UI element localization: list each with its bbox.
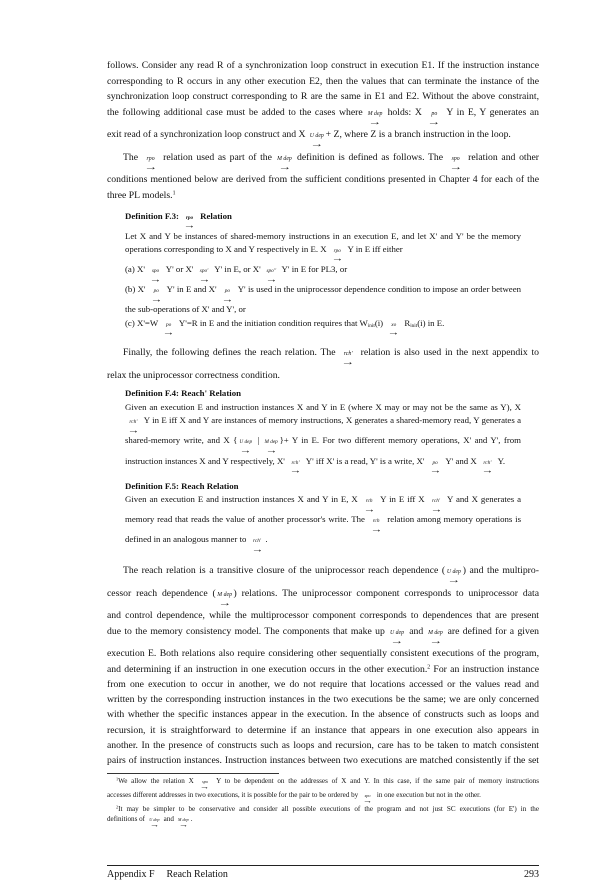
text-line: (a) X' spo → Y' or X' spo' → Y' in E, or X' spo'' → Y' in E for PL3, or [125, 264, 348, 284]
relation-label: U dep [149, 816, 160, 822]
arrow-icon: → [387, 327, 400, 338]
relation-label: po [153, 288, 159, 295]
arrow-icon: → [362, 797, 373, 806]
text-line: the sub-operations of X' and Y', or [125, 304, 246, 315]
arrow-icon: → [277, 161, 292, 173]
relation-arrow [428, 499, 445, 513]
text-line: due to the memory consistency model. The components that make up U dep → and M dep → are defined for a given [107, 625, 539, 647]
arrow-icon: → [221, 293, 234, 304]
relation-arrow [385, 323, 402, 337]
footnote-line: $^2$It may be simpler to be conservative and consider all possible executions of the program and not just SC executions (for E') in the [116, 804, 539, 814]
arrow-icon: → [127, 424, 140, 435]
text-line: (c) X'=W po → Y'=R in E and the initiation condition requires that $W_{init}(i)$ xo → $R_{init}(i)$ in E. [125, 318, 445, 338]
arrow-icon: → [341, 356, 355, 368]
relation-label: rpo [185, 214, 194, 221]
arrow-icon: → [310, 139, 324, 151]
relation-label: U dep [239, 439, 253, 446]
text-line: (b) X' po → Y' in E and X' po → Y' is used in the uniprocessor dependence condition to impose an order between [125, 284, 522, 304]
relation-arrow [427, 631, 445, 647]
arrow-icon: → [331, 253, 344, 264]
relation-label: rch [372, 518, 380, 525]
relation-arrow [160, 323, 177, 337]
relation-label: U dep [446, 569, 461, 576]
relation-label: rch [365, 498, 373, 505]
footnotes [107, 777, 539, 830]
text-line: Given an execution E and instruction instances X and Y in E, X rch → Y in E iff X rch' → Y and X generates a [125, 494, 521, 514]
arrow-icon: → [251, 543, 263, 554]
arrow-icon: → [265, 273, 278, 284]
relation-label: spo' [199, 268, 209, 275]
relation-arrow [366, 112, 384, 128]
text-line: memory read that reads the value of another processor's write. The rch → relation among memory operations is [125, 514, 521, 534]
arrow-icon: → [447, 575, 461, 587]
arrow-icon: → [428, 635, 442, 647]
relation-label: U dep [390, 629, 405, 636]
arrow-icon: → [200, 782, 210, 791]
relation-arrow [125, 420, 142, 434]
text-line: The rpo → relation used as part of the M dep → definition is defined as follows. The spo → relation and other [123, 151, 539, 173]
relation-arrow [176, 818, 191, 829]
relation-arrow [142, 157, 160, 173]
relation-arrow [196, 269, 213, 283]
relation-arrow [219, 289, 236, 303]
text-line: Given an execution E and instruction instances X and Y in E (where X may or may not be the same as Y), X [125, 401, 521, 412]
arrow-icon: → [390, 635, 404, 647]
relation-label: po [224, 288, 230, 295]
arrow-icon: → [239, 444, 252, 455]
text-line: three PL models.$^1$ [107, 189, 176, 201]
arrow-icon: → [265, 444, 278, 455]
relation-label: xo [391, 322, 397, 329]
relation-label: rch' [432, 498, 440, 505]
relation-label: rch' [483, 459, 492, 466]
text-line: from one execution to occur in another, we do not require that locations accessed or the values read and [107, 678, 539, 690]
footer-section: Reach Relation [166, 869, 228, 881]
arrow-icon: → [368, 116, 382, 128]
paragraph-reach-intro [107, 345, 539, 383]
relation-label: po [165, 322, 172, 329]
relation-arrow [425, 112, 443, 128]
relation-arrow [237, 440, 254, 454]
arrow-icon: → [363, 503, 376, 514]
subscript: init [367, 323, 375, 330]
text-line: exit read of a synchronization loop construct and X U dep → + Z, where Z is a branch instruction in the loop. [107, 129, 511, 151]
arrow-icon: → [218, 597, 232, 609]
footnote-line: $^1$We allow the relation X spo → Y to be dependent on the addresses of X and Y. In this case, if the same pair of memory instructions [116, 776, 539, 791]
text-line: rch' → Y in E iff X and Y are instances of memory instructions, X generates a shared-memory read, Y generates a [125, 414, 521, 434]
page-content [107, 58, 539, 881]
definition-f3 [125, 210, 521, 338]
text-line: and control dependence, while the multiprocessor component corresponds to dependences that are present [107, 610, 539, 622]
footnote-marker: 1 [172, 190, 176, 197]
relation-label: rch' [291, 459, 300, 466]
text-line: cessor reach dependence ( M dep → ) relations. The uniprocessor component corresponds to uniprocessor data [107, 587, 540, 609]
relation-label: M dep [277, 155, 292, 162]
relation-label: rch' [129, 419, 138, 426]
arrow-icon: → [183, 219, 196, 230]
relation-arrow [479, 461, 496, 475]
footnote-marker: 2 [427, 664, 431, 671]
text-line: shared-memory write, and X { U dep → | M dep → }+ Y in E. For two different memory operations, X' and Y', from [125, 435, 521, 455]
relation-label: spo [364, 793, 371, 799]
relation-label: spo [151, 268, 160, 275]
text-line: relax the uniprocessor correctness condition. [107, 369, 280, 381]
relation-arrow [181, 216, 198, 230]
page-footer [107, 868, 539, 881]
definition-f4 [125, 387, 521, 474]
arrow-icon: → [449, 161, 463, 173]
footnote-line: definitions of U dep → and M dep → . [107, 814, 193, 830]
text-line: execution E. Both relations also require considering other sequentially consistent executions of the program, [107, 648, 539, 660]
relation-arrow [287, 461, 304, 475]
text-line: Let X and Y be instances of shared-memory instructions in an execution E, and let X' and Y' be the memory [125, 230, 521, 241]
footnote-marker: 2 [116, 804, 119, 810]
relation-arrow [148, 289, 165, 303]
relation-label: rch' [343, 351, 353, 358]
relation-label: po [431, 110, 438, 117]
relation-arrow [197, 780, 212, 791]
footnote-line: accesses different addresses in two executions, it is possible for the pair to be ordered by spo → in one execution but not in the other. [107, 791, 481, 806]
paragraph-reach-closure [107, 563, 539, 768]
relation-arrow [263, 269, 280, 283]
arrow-icon: → [149, 821, 160, 830]
arrow-icon: → [149, 273, 162, 284]
text-line: instruction instances X and Y respectively, X' rch' → Y' iff X' is a read, Y' is a write, X' po → Y' and X rch' → Y. [125, 455, 506, 475]
footnote-marker: 1 [116, 776, 119, 782]
text-line: synchronization loop construct corresponding to R are the same in E1 and E2. Without the above constraint, [107, 91, 539, 103]
text-line: corresponding to R occurs in any other execution E2, then the values that can terminate the instance of the [107, 75, 539, 87]
text-line: the following additional case must be added to the cases where M dep → holds: X po → Y in E, Y generates an [107, 106, 539, 128]
text-line: follows. Consider any read R of a synchronization loop construct in execution E1. If the instruction instance [107, 60, 539, 71]
footnote-divider [107, 773, 279, 774]
relation-label: spo'' [266, 268, 277, 275]
relation-arrow [360, 794, 375, 805]
arrow-icon: → [481, 464, 494, 475]
text-line: recursion, it is straightforward to determine if an instance that appears in one execution also appears in [107, 724, 539, 736]
relation-arrow [339, 352, 357, 368]
relation-label: U dep [309, 133, 324, 140]
arrow-icon: → [178, 821, 189, 830]
text-line: Finally, the following defines the reach relation. The rch' → relation is also used in the next appendix to [123, 347, 539, 368]
footer-chapter: Appendix F [107, 869, 155, 881]
relation-arrow [249, 539, 266, 553]
subscript: init [410, 323, 418, 330]
arrow-icon: → [162, 327, 175, 338]
relation-label: M dep [177, 816, 189, 822]
arrow-icon: → [289, 464, 302, 475]
relation-arrow [329, 249, 346, 263]
text-line: operations corresponding to X and Y respectively in E. X rpo → Y in E iff either [125, 244, 403, 264]
relation-arrow [388, 631, 406, 647]
arrow-icon: → [198, 273, 210, 284]
text-line: another. In the presence of constructs such as loops and recursion, care has to be taken to match consistent [107, 740, 539, 752]
arrow-icon: → [144, 161, 158, 173]
relation-arrow [447, 157, 465, 173]
relation-arrow [147, 818, 162, 829]
relation-label: rpo [146, 155, 155, 162]
relation-arrow [368, 519, 385, 533]
definition-title: Definition F.4: Reach' Relation [125, 388, 241, 399]
text-line: and determining if an instruction in one execution occurs in the other execution.$^2$ For an instruction instance [107, 663, 539, 675]
arrow-icon: → [370, 523, 383, 534]
text-line: The reach relation is a transitive closure of the uniprocessor reach dependence ( U dep → ) and the multipro- [123, 565, 539, 587]
relation-arrow [445, 570, 463, 586]
arrow-icon: → [150, 293, 163, 304]
text-line: written by the corresponding instruction instances in the two executions be the same; we are only concerned [107, 694, 539, 706]
definition-title: Definition F.5: Reach Relation [125, 480, 239, 491]
definition-title: Definition F.3: rpo → Relation [125, 210, 232, 230]
relation-label: M dep [264, 439, 278, 446]
relation-arrow [276, 157, 294, 173]
definition-f5 [125, 480, 521, 554]
arrow-icon: → [427, 116, 441, 128]
page-number: 293 [524, 869, 539, 881]
text-line: conditions mentioned below are derived from the sufficient conditions presented in Chapter 4 for each of the [107, 174, 539, 186]
relation-label: po [432, 459, 438, 466]
text-line: with whether the specific instances appear in the execution. In the absence of constructs such as loops and [107, 709, 539, 721]
relation-label: M dep [428, 629, 443, 636]
relation-label: spo [451, 155, 460, 162]
relation-label: M dep [367, 110, 383, 117]
relation-label: M dep [217, 591, 232, 598]
arrow-icon: → [429, 464, 442, 475]
paragraph-sync-loop [107, 58, 539, 204]
relation-arrow [263, 440, 280, 454]
relation-label: spo [202, 778, 208, 784]
relation-arrow [308, 134, 326, 150]
relation-arrow [147, 269, 164, 283]
text-line: defined in an analogous manner to rch' → . [125, 534, 268, 554]
relation-arrow [216, 593, 234, 609]
arrow-icon: → [430, 503, 442, 514]
relation-arrow [361, 499, 378, 513]
text-line: pairs of instruction instances. Instruction instances between two executions are matched consistently if the set [107, 755, 539, 767]
relation-label: rch' [253, 538, 261, 545]
relation-label: rpo [333, 248, 341, 255]
footer-divider [107, 865, 539, 866]
relation-arrow [427, 461, 444, 475]
